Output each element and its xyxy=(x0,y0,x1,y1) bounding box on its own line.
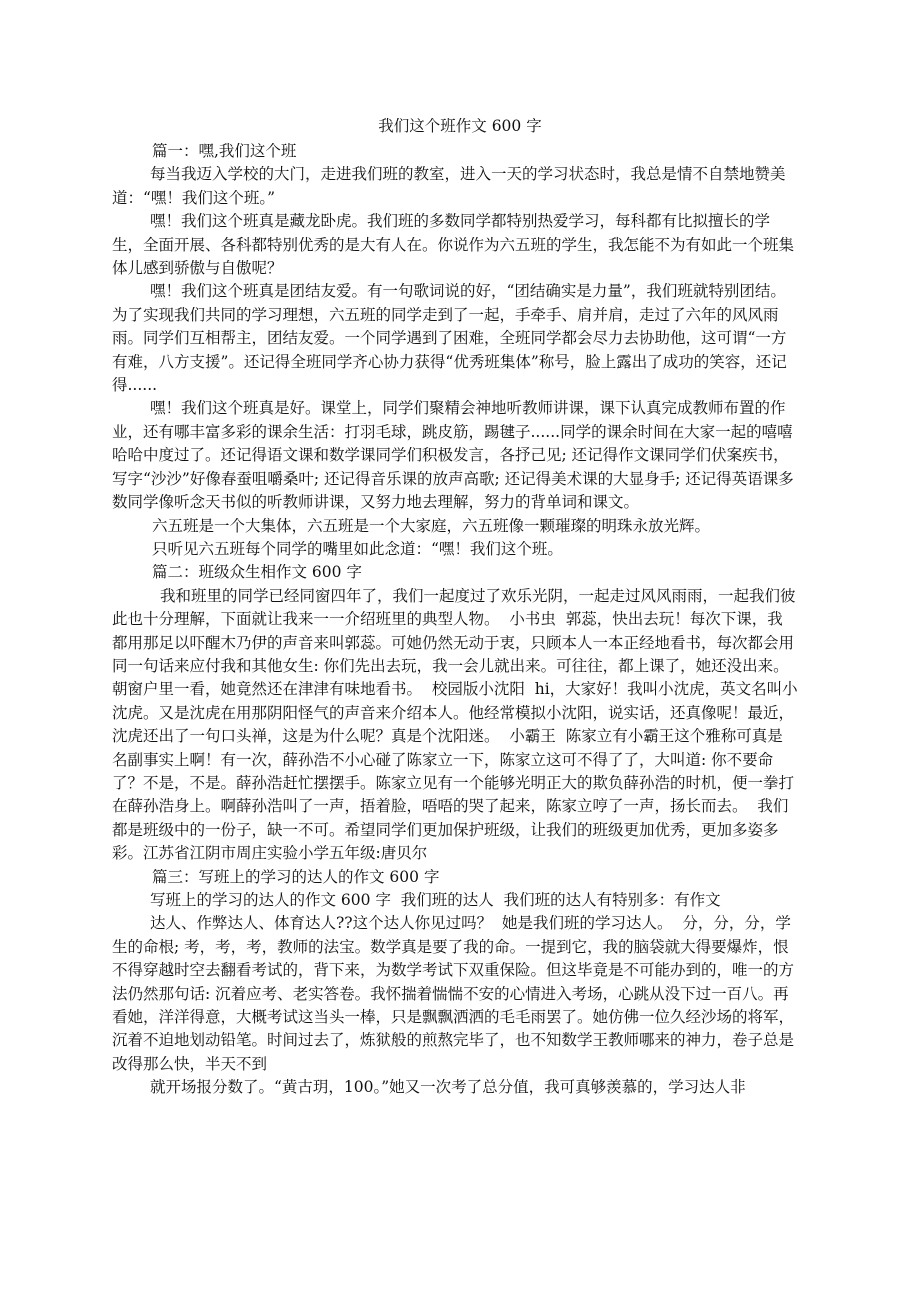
paragraph: 只听见六五班每个同学的嘴里如此念道：“嘿！我们这个班。 xyxy=(152,539,563,558)
paragraph: 写班上的学习的达人的作文 600 字 我们班的达人 我们班的达人有特别多：有作文 xyxy=(150,891,721,909)
section-heading-3: 篇三：写班上的学习的达人的作文 600 字 xyxy=(152,867,440,886)
document-title: 我们这个班作文 600 字 xyxy=(378,117,542,135)
paragraph: 嘿！我们这个班真是好。课堂上，同学们聚精会神地听教师讲课，课下认真完成教师布置的作业，还有哪丰富多彩的课余生活：打羽毛球，跳皮筋，踢毽子......同学的课余时间在大家一起的嘻嘻哈哈中度过了。还记得语文课和数学课同学们积极发言，各抒己见; 还记得作文课同学们伏案疾书，写字“沙沙”好像春蚕咀嚼桑叶; 还记得音乐课的放声高歌; 还记得美术课的大显身手; 还记得英语课多数同学像听念天书似的听教师讲课，又努力地去理解，努力的背单词和课文。 xyxy=(112,399,794,512)
paragraph: 就开场报分数了。“黄古玥，100。”她又一次考了总分值，我可真够羡慕的，学习达人非 xyxy=(150,1078,746,1097)
document-body xyxy=(112,140,798,1100)
section-heading-2: 篇二：班级众生相作文 600 字 xyxy=(152,563,362,582)
section-heading-1: 篇一：嘿,我们这个班 xyxy=(152,142,297,160)
paragraph: 每当我迈入学校的大门，走进我们班的教室，进入一天的学习状态时，我总是情不自禁地赞美道：“嘿！我们这个班。” xyxy=(112,165,786,207)
paragraph: 嘿！我们这个班真是藏龙卧虎。我们班的多数同学都特别热爱学习，每科都有比拟擅长的学生，全面开展、各科都特别优秀的是大有人在。你说作为六五班的学生，我怎能不为有如此一个班集体儿感到骄傲与自傲呢？ xyxy=(112,212,795,278)
paragraph: 我和班里的同学已经同窗四年了，我们一起度过了欢乐光阴，一起走过风风雨雨，一起我们彼此也十分理解，下面就让我来一一介绍班里的典型人物。 小书虫 郭蕊，快出去玩！每次下课，我都用那足以吓醒木乃伊的声音来叫郭蕊。可她仍然无动于衷，只顾本人一本正经地看书，每次都会用同一句话来应付我和其他女生: 你们先出去玩，我一会儿就出来。可往往，都上课了，她还没出来。朝窗户里一看，她竟然还在津津有味地看书。 校园版小沈阳 hi，大家好！我叫小沈虎，英文名叫小沈虎。又是沈虎在用那阴阳怪气的声音来介绍本人。他经常模拟小沈阳，说实话，还真像呢！最近，沈虎还出了一句口头禅，这是为什么呢？真是个沈阳迷。 小霸王 陈家立有小霸王这个雅称可真是名副事实上啊！有一次，薛孙浩不小心碰了陈家立一下，陈家立这可不得了了，大叫道: 你不要命了？不是，不是。薛孙浩赶忙摆摆手。陈家立见有一个能够光明正大的欺负薛孙浩的时机，便一拳打在薛孙浩身上。啊薛孙浩叫了一声，捂着脸，唔唔的哭了起来，陈家立哼了一声，扬长而去。 我们都是班级中的一份子，缺一不可。希望同学们更加保护班级，让我们的班级更加优秀，更加多姿多彩。江苏省江阴市周庄实验小学五年级:唐贝尔 xyxy=(112,586,798,863)
paragraph: 达人、作弊达人、体育达人??这个达人你见过吗？ 她是我们班的学习达人。 分，分，分，学生的命根; 考，考，考，教师的法宝。数学真是要了我的命。一提到它，我的脑袋就大得要爆炸，恨不得穿越时空去翻看考试的，背下来，为数学考试下双重保险。但这毕竟是不可能办到的，唯一的方法仍然那句话: 沉着应考、老实答卷。我怀揣着惴惴不安的心情进入考场，心跳从没下过一百八。再看她，洋洋得意，大概考试这当头一棒，只是飘飘洒洒的毛毛雨罢了。她仿佛一位久经沙场的将军，沉着不迫地划动铅笔。时间过去了，炼狱般的煎熬完毕了，也不知数学王教师哪来的神力，卷子总是改得那么快，半天不到 xyxy=(112,914,795,1073)
paragraph: 嘿！我们这个班真是团结友爱。有一句歌词说的好，“团结确实是力量”，我们班就特别团结。为了实现我们共同的学习理想，六五班的同学走到了一起，手牵手、肩并肩，走过了六年的风风雨雨。同学们互相帮主，团结友爱。一个同学遇到了困难，全班同学都会尽力去协助他，这可谓“一方有难，八方支援”。还记得全班同学齐心协力获得“优秀班集体”称号，脸上露出了成功的笑容，还记得...... xyxy=(112,282,787,395)
paragraph: 六五班是一个大集体，六五班是一个大家庭，六五班像一颗璀璨的明珠永放光辉。 xyxy=(152,516,711,535)
